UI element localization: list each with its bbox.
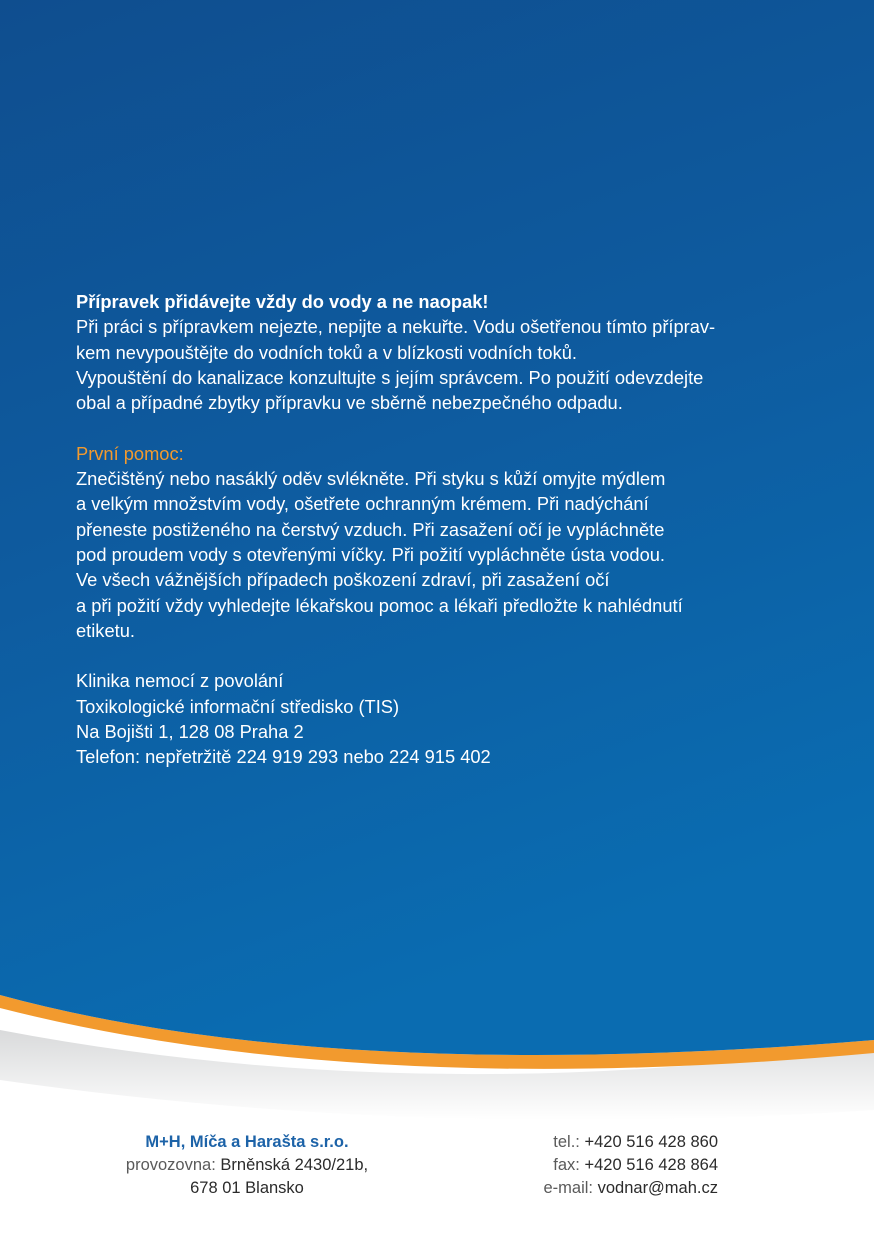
warning-title: Přípravek přidávejte vždy do vody a ne naopak!	[76, 291, 489, 312]
fax-value: +420 516 428 864	[584, 1156, 718, 1174]
company-name: M+H, Míča a Harašta s.r.o.	[145, 1133, 349, 1151]
fax-line	[544, 1154, 719, 1177]
warning-line: Vypouštění do kanalizace konzultujte s jejím správcem. Po použití odevzdejte	[76, 366, 704, 388]
first-aid-line: etiketu.	[76, 619, 135, 641]
clinic-department: Toxikologické informační středisko (TIS)	[76, 695, 400, 717]
company-address-block	[100, 1131, 394, 1200]
warning-line: kem nevypouštějte do vodních toků a v blízkosti vodních toků.	[76, 341, 577, 363]
email-link[interactable]: vodnar@mah.cz	[597, 1179, 718, 1197]
first-aid-line: přeneste postiženého na čerstvý vzduch. Při zasažení očí je vypláchněte	[76, 518, 665, 540]
clinic-address: Na Bojišti 1, 128 08 Praha 2	[76, 721, 304, 743]
spacer	[76, 643, 816, 668]
tel-value: +420 516 428 860	[584, 1133, 718, 1151]
fax-label: fax:	[553, 1156, 580, 1174]
email-line	[544, 1177, 719, 1200]
address-street: Brněnská 2430/21b,	[220, 1156, 369, 1174]
spacer	[76, 415, 816, 440]
first-aid-line: Ve všech vážnějších případech poškození zdraví, při zasažení očí	[76, 569, 610, 591]
instructions-text	[76, 289, 816, 770]
warning-line: Při práci s přípravkem nejezte, nepijte a nekuřte. Vodu ošetřenou tímto příprav-	[76, 316, 716, 338]
tel-label: tel.:	[553, 1133, 580, 1151]
address-label: provozovna:	[125, 1156, 216, 1174]
first-aid-line: pod proudem vody s otevřenými víčky. Při požití vypláchněte ústa vodou.	[76, 543, 666, 565]
first-aid-heading: První pomoc:	[76, 442, 184, 464]
warning-line: obal a případné zbytky přípravku ve sběrně nebezpečného odpadu.	[76, 392, 623, 414]
first-aid-line: a při požití vždy vyhledejte lékařskou pomoc a lékaři předložte k nahlédnutí	[76, 594, 683, 616]
first-aid-line: a velkým množstvím vody, ošetřete ochranným krémem. Při nadýchání	[76, 493, 649, 515]
clinic-name: Klinika nemocí z povolání	[76, 670, 284, 692]
address-city: 678 01 Blansko	[190, 1179, 304, 1197]
tel-line	[544, 1131, 719, 1154]
clinic-phone: Telefon: nepřetržitě 224 919 293 nebo 224 915 402	[76, 746, 491, 768]
email-label: e-mail:	[543, 1179, 594, 1197]
address-line	[100, 1154, 394, 1177]
first-aid-line: Znečištěný nebo nasáklý oděv svlékněte. Při styku s kůží omyjte mýdlem	[76, 468, 666, 490]
company-contact-block	[544, 1131, 719, 1200]
